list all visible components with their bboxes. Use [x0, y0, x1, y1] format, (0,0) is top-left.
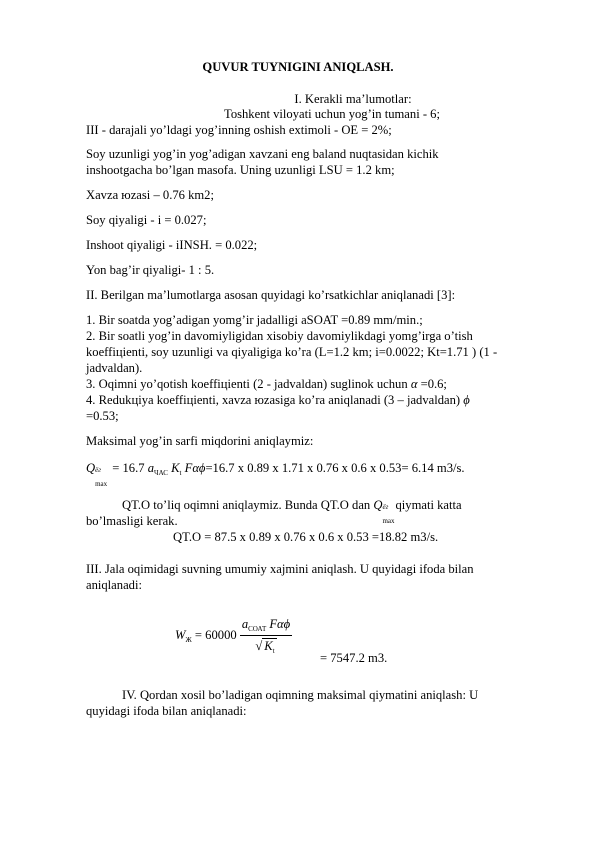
formula2-denominator [240, 636, 292, 656]
item3-text: 3. Oqimni yo’qotish koeffiцienti (2 - jadvaldan) suglinok uchun [86, 377, 408, 391]
formula2-fraction [240, 616, 292, 656]
document-title: QUVUR TUYNIGINI ANIQLASH. [202, 60, 394, 74]
item4-value: =0.53; [86, 409, 119, 423]
num-rest: Fαϕ [266, 617, 291, 631]
q-inline-superscript: ёг [382, 503, 389, 511]
formula2-coefficient: = 60000 [191, 627, 237, 642]
qto-line-1 [122, 497, 462, 525]
alpha-symbol: α [410, 377, 418, 391]
distance-line-1: Soy uzunligi yog’in yog’adigan xavzani eng baland nuqtasidan kichik [86, 147, 439, 161]
soy-slope-line: Soy qiyaligi - i = 0.027; [86, 213, 207, 227]
distance-line-2: inshootgacha bo’lgan masofa. Uning uzunligi LSU = 1.2 km; [86, 163, 395, 177]
q-inline-subscript: max [382, 517, 395, 525]
w-symbol: W [175, 627, 186, 642]
qto-line-2: bo’lmasligi kerak. [86, 514, 178, 528]
phi-symbol: ϕ [463, 393, 470, 407]
inshoot-slope-line: Inshoot qiyaligi - iINSH. = 0.022; [86, 238, 258, 252]
formula-qmax [86, 460, 465, 488]
area-line: Xavza юzasi – 0.76 km2; [86, 188, 214, 202]
formula1-coefficient: = 16.7 [109, 461, 145, 475]
item2-line-1: 2. Bir soatli yog’in davomiyligidan xisobiy davomiylikdagi yomg’irga o’tish [86, 329, 473, 343]
region-line: Toshkent viloyati uchun yog’in tumani - 6; [224, 107, 440, 121]
section4-heading-1: IV. Qordan xosil bo’ladigan oqimning maksimal qiymatini aniqlash: U [122, 688, 479, 702]
q-subscript: max [95, 480, 108, 488]
item3-value: =0.6; [417, 377, 447, 391]
qto-line-3: QT.O = 87.5 x 0.89 x 0.76 x 0.6 x 0.53 =18.82 m3/s. [173, 530, 439, 544]
sqrt-symbol: √ [255, 639, 263, 653]
a-symbol: a [147, 461, 155, 475]
qto-text-a: QT.O to’liq oqimni aniqlaymiz. Bunda QT.O dan [122, 498, 371, 512]
item2-line-2: koeffiцienti, soy uzunligi va qiyaligiga ko’ra (L=1.2 km; i=0.0022; Kt=1.71 ) (1 - [86, 345, 498, 359]
k-subscript: t [179, 469, 182, 477]
k-symbol: K [171, 461, 180, 475]
section1-heading: I. Kerakli ma’lumotlar: [294, 92, 412, 106]
section3-heading-2: aniqlanadi: [86, 578, 142, 592]
num-a-subscript: СОАТ [248, 625, 267, 633]
item4-line [86, 392, 470, 408]
num-a-symbol: a [241, 617, 249, 631]
section4-heading-2: quyidagi ifoda bilan aniqlanadi: [86, 704, 247, 718]
item1-line: 1. Bir soatda yog’adigan yomg’ir jadalligi aSOAT =0.89 mm/min.; [86, 313, 423, 327]
den-k-subscript: t [272, 647, 275, 655]
q-symbol-inline: Q [373, 498, 383, 512]
a-subscript: ЧАС [154, 469, 168, 477]
item3-line [86, 376, 447, 392]
w-subscript: Ж [185, 635, 192, 644]
max-flow-heading: Maksimal yog’in sarfi miqdorini aniqlaymiz: [86, 434, 314, 448]
section2-heading: II. Berilgan ma’lumotlarga asosan quyidagi ko’rsatkichlar aniqlanadi [3]: [86, 288, 456, 302]
section3-heading-1: III. Jala oqimidagi suvning umumiy xajmini aniqlash. U quyidagi ifoda bilan [86, 562, 474, 576]
q-symbol: Q [86, 461, 96, 475]
formula-volume [175, 616, 292, 656]
q-superscript: ёг [95, 466, 101, 474]
item4-text: 4. Redukцiya koeffiцienti, xavza юzasiga ko’ra aniqlanadi (3 – jadvaldan) [86, 393, 461, 407]
formula2-numerator [240, 616, 292, 636]
probability-line: III - darajali yo’ldagi yog’inning oshish extimoli - OE = 2%; [86, 123, 392, 137]
qto-text-b: qiymati katta [395, 498, 462, 512]
den-k-symbol: K [264, 639, 273, 653]
side-slope-line: Yon bag’ir qiyaligi- 1 : 5. [86, 263, 215, 277]
formula2-result: = 7547.2 m3. [320, 651, 388, 665]
formula1-result: =16.7 x 0.89 x 1.71 x 0.76 x 0.6 x 0.53= 6.14 m3/s. [205, 461, 465, 475]
item2-line-3: jadvaldan). [86, 361, 143, 375]
formula1-rest: Fαϕ [184, 461, 206, 475]
